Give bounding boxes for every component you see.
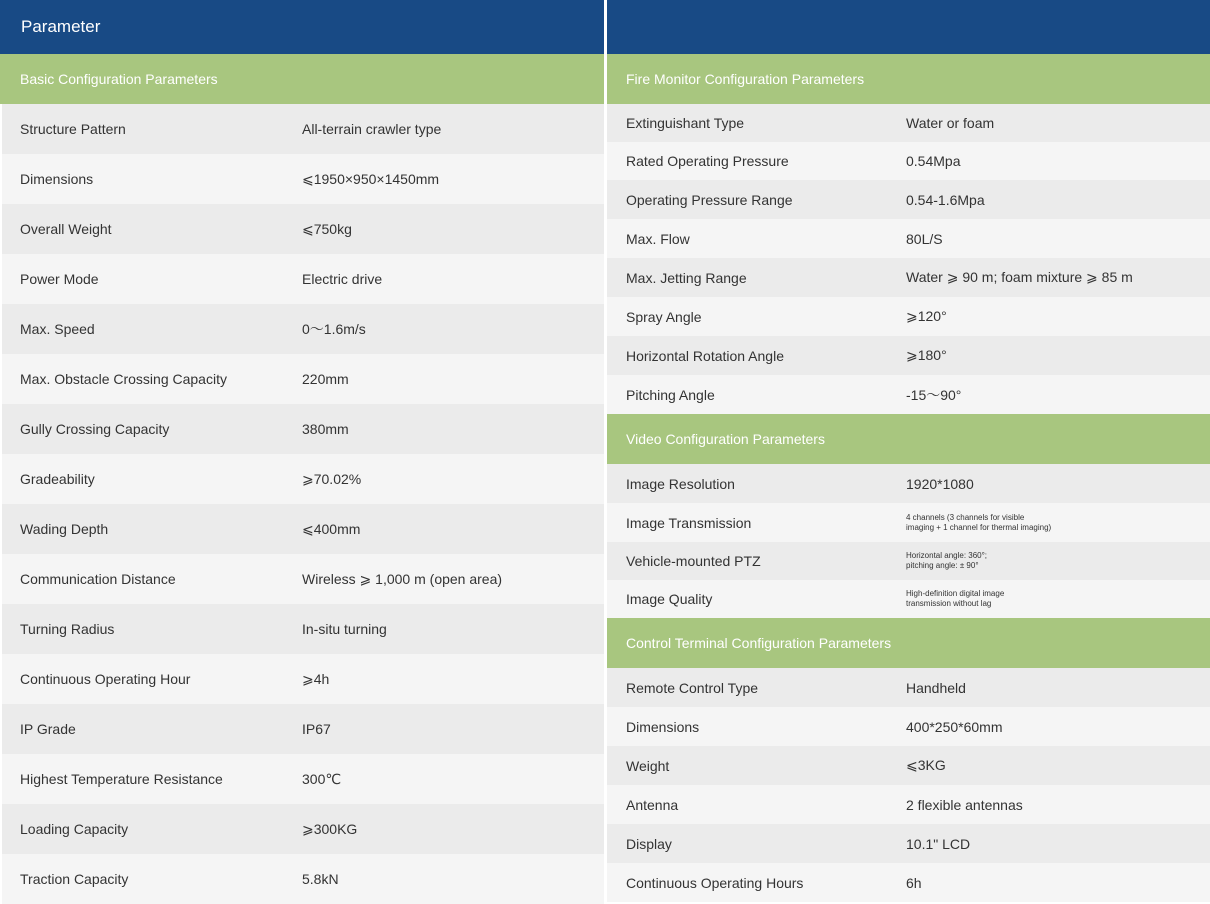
param-name: Max. Jetting Range bbox=[626, 269, 747, 286]
param-name: Structure Pattern bbox=[20, 121, 126, 137]
table-row bbox=[2, 204, 604, 254]
param-name: Operating Pressure Range bbox=[626, 191, 793, 208]
param-value: 1920*1080 bbox=[906, 475, 974, 492]
param-name: Max. Flow bbox=[626, 230, 690, 247]
table-row bbox=[607, 542, 1210, 580]
param-value: 0.54-1.6Mpa bbox=[906, 191, 985, 208]
table-row bbox=[607, 580, 1210, 618]
param-name: Remote Control Type bbox=[626, 679, 759, 696]
param-value: ⩽3KG bbox=[906, 757, 946, 773]
param-value: -15～90° bbox=[906, 386, 962, 403]
param-value: Electric drive bbox=[302, 271, 383, 287]
param-value: ⩾120° bbox=[906, 308, 947, 324]
table-row bbox=[607, 297, 1210, 336]
param-name: Power Mode bbox=[20, 271, 99, 287]
param-name: Horizontal Rotation Angle bbox=[626, 347, 784, 364]
table-row bbox=[607, 503, 1210, 542]
param-name: Image Quality bbox=[626, 591, 713, 607]
table-row bbox=[607, 707, 1210, 746]
page-title: Parameter bbox=[21, 17, 101, 36]
param-name: Image Resolution bbox=[626, 475, 735, 492]
param-name: Max. Obstacle Crossing Capacity bbox=[20, 371, 227, 387]
table-row bbox=[607, 863, 1210, 902]
param-name: Max. Speed bbox=[20, 321, 95, 337]
section-title: Video Configuration Parameters bbox=[626, 431, 825, 447]
param-name: Gradeability bbox=[20, 471, 95, 487]
table-row bbox=[607, 219, 1210, 258]
table-row bbox=[607, 824, 1210, 863]
param-value: Water or foam bbox=[906, 115, 995, 131]
param-name: Weight bbox=[626, 757, 670, 774]
table-row bbox=[2, 804, 604, 854]
table-row bbox=[607, 375, 1210, 414]
param-value: 0.54Mpa bbox=[906, 153, 961, 169]
table-row bbox=[607, 258, 1210, 297]
param-value: Water ⩾ 90 m; foam mixture ⩾ 85 m bbox=[906, 269, 1133, 285]
table-row bbox=[607, 180, 1210, 219]
param-value: All-terrain crawler type bbox=[302, 121, 442, 137]
param-value: ⩾300KG bbox=[302, 820, 358, 837]
section-fire-monitor-configuration bbox=[607, 54, 1210, 104]
param-name: Vehicle-mounted PTZ bbox=[626, 553, 761, 569]
param-value: ⩾70.02% bbox=[302, 470, 362, 487]
param-value: 0～1.6m/s bbox=[302, 321, 366, 337]
param-name: Gully Crossing Capacity bbox=[20, 421, 170, 437]
param-value: 80L/S bbox=[906, 230, 943, 247]
param-value: ⩽750kg bbox=[302, 220, 352, 237]
table-row bbox=[2, 554, 604, 604]
section-title: Basic Configuration Parameters bbox=[20, 71, 218, 87]
param-name: Rated Operating Pressure bbox=[626, 153, 789, 169]
table-row bbox=[2, 304, 604, 354]
table-row bbox=[2, 454, 604, 504]
table-row bbox=[2, 104, 604, 154]
table-row bbox=[2, 854, 604, 904]
table-row bbox=[607, 668, 1210, 707]
param-name: Pitching Angle bbox=[626, 386, 715, 403]
table-row bbox=[2, 404, 604, 454]
param-value: High-definition digital image transmission without lag bbox=[906, 589, 1005, 608]
table-row bbox=[2, 354, 604, 404]
section-title: Control Terminal Configuration Parameters bbox=[626, 635, 892, 651]
param-name: IP Grade bbox=[20, 721, 76, 737]
param-name: Overall Weight bbox=[20, 221, 112, 237]
param-name: Image Transmission bbox=[626, 514, 752, 531]
param-name: Communication Distance bbox=[20, 571, 176, 587]
table-row bbox=[2, 154, 604, 204]
section-video-configuration bbox=[607, 414, 1210, 464]
param-value: IP67 bbox=[302, 721, 331, 737]
header-bar bbox=[607, 0, 1210, 54]
section-basic-configuration bbox=[0, 54, 604, 104]
param-value: Horizontal angle: 360°; pitching angle: ± 90° bbox=[906, 551, 988, 570]
param-value: 4 channels (3 channels for visible imaging + 1 channel for thermal imaging) bbox=[906, 512, 1052, 532]
param-value: 300℃ bbox=[302, 770, 342, 787]
table-row bbox=[2, 254, 604, 304]
param-name: Extinguishant Type bbox=[626, 115, 745, 131]
param-name: Wading Depth bbox=[20, 521, 109, 537]
page-header bbox=[0, 0, 604, 54]
param-value: ⩾180° bbox=[906, 347, 947, 363]
table-row bbox=[607, 464, 1210, 503]
table-row bbox=[2, 654, 604, 704]
table-row bbox=[607, 746, 1210, 785]
param-value: 400*250*60mm bbox=[906, 718, 1003, 735]
table-row bbox=[607, 785, 1210, 824]
left-column bbox=[0, 0, 604, 904]
param-name: Continuous Operating Hour bbox=[20, 671, 191, 687]
table-row bbox=[607, 336, 1210, 375]
param-name: Display bbox=[626, 835, 672, 852]
param-name: Antenna bbox=[626, 796, 679, 813]
param-value: Wireless ⩾ 1,000 m (open area) bbox=[302, 570, 503, 587]
param-value: 5.8kN bbox=[302, 871, 339, 887]
param-name: Spray Angle bbox=[626, 308, 702, 325]
param-value: 220mm bbox=[302, 371, 349, 387]
param-value: In-situ turning bbox=[302, 621, 387, 637]
param-name: Turning Radius bbox=[20, 621, 115, 637]
section-control-terminal-configuration bbox=[607, 618, 1210, 668]
param-value: 6h bbox=[906, 874, 922, 891]
param-value: 10.1" LCD bbox=[906, 835, 971, 852]
table-row bbox=[2, 754, 604, 804]
param-name: Continuous Operating Hours bbox=[626, 874, 804, 891]
param-value: 380mm bbox=[302, 421, 349, 437]
param-name: Dimensions bbox=[20, 171, 94, 187]
param-value: Handheld bbox=[906, 679, 966, 696]
table-row bbox=[607, 104, 1210, 142]
param-value: ⩽1950×950×1450mm bbox=[302, 170, 440, 187]
param-name: Highest Temperature Resistance bbox=[20, 771, 223, 787]
param-value: ⩽400mm bbox=[302, 520, 361, 537]
param-name: Traction Capacity bbox=[20, 871, 129, 887]
param-name: Dimensions bbox=[626, 718, 700, 735]
param-value: ⩾4h bbox=[302, 670, 330, 687]
table-row bbox=[2, 604, 604, 654]
param-value: 2 flexible antennas bbox=[906, 796, 1023, 813]
param-name: Loading Capacity bbox=[20, 821, 129, 837]
section-title: Fire Monitor Configuration Parameters bbox=[626, 71, 865, 87]
table-row bbox=[2, 704, 604, 754]
table-row bbox=[2, 504, 604, 554]
right-column bbox=[607, 0, 1210, 902]
table-row bbox=[607, 142, 1210, 180]
